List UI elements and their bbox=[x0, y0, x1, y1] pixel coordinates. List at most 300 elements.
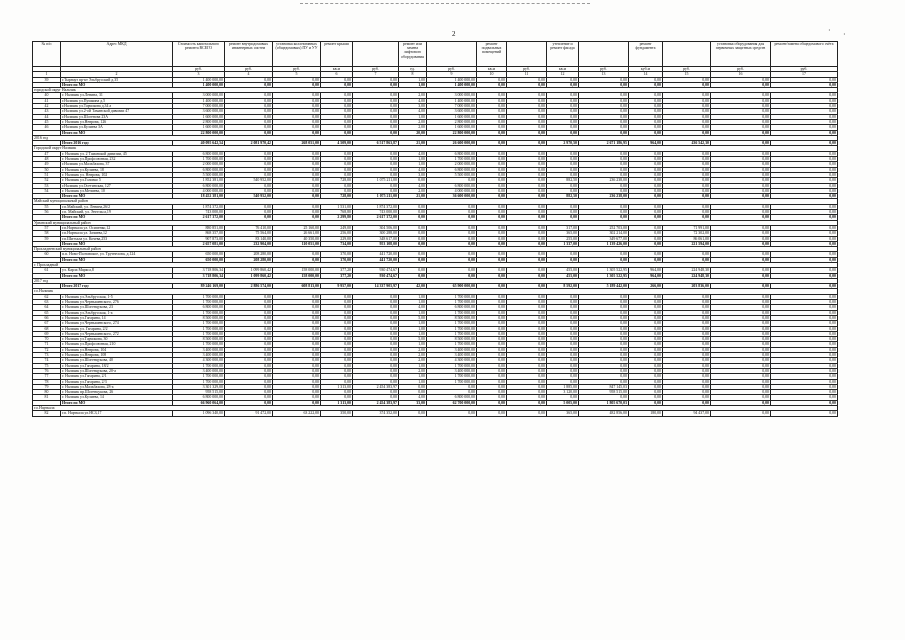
table-cell: 847 145,03 bbox=[579, 384, 629, 389]
table-cell: 0,00 bbox=[507, 210, 547, 215]
table-cell: 0,00 bbox=[477, 257, 507, 262]
table-cell: 54 bbox=[33, 188, 61, 193]
table-cell: 0,00 bbox=[225, 98, 273, 103]
table-cell: 6 800 000,00 bbox=[173, 183, 225, 188]
table-cell: 374 352,00 bbox=[353, 411, 399, 416]
table-cell: 1 852 381,00 bbox=[173, 178, 225, 183]
table-cell: 3 600 000,00 bbox=[173, 109, 225, 114]
table-cell: 71 bbox=[33, 342, 61, 347]
table-cell: 3 400 000,00 bbox=[173, 353, 225, 358]
table-cell: 26 661,00 bbox=[273, 231, 321, 236]
table-cell: 6 800 000,00 bbox=[173, 395, 225, 400]
table-cell: 1 700 000,00 bbox=[173, 374, 225, 379]
table-cell: 0,00 bbox=[321, 300, 353, 305]
table-cell: 0,00 bbox=[547, 395, 579, 400]
table-cell: 0,00 bbox=[579, 98, 629, 103]
table-cell: 0,00 bbox=[771, 294, 838, 299]
table-cell: 0,00 bbox=[629, 194, 663, 199]
table-cell: 0,00 bbox=[507, 310, 547, 315]
table-cell: 65 bbox=[33, 310, 61, 315]
table-cell: Итого 2017 год: bbox=[61, 284, 173, 289]
table-cell: 0,00 bbox=[629, 347, 663, 352]
table-cell: 0,00 bbox=[477, 252, 507, 257]
table-cell: г. Нальчик ул.Головко 5 bbox=[61, 178, 173, 183]
table-cell: 7 000 000,00 bbox=[173, 104, 225, 109]
table-cell: 224 948,30 bbox=[663, 268, 711, 273]
table-cell: 0,00 bbox=[547, 315, 579, 320]
table-cell: 8 500 000,00 bbox=[427, 315, 477, 320]
table-cell: 0,00 bbox=[579, 342, 629, 347]
table-cell: 0,00 bbox=[477, 178, 507, 183]
table-cell: 370,00 bbox=[321, 257, 353, 262]
table-cell: 0,00 bbox=[507, 204, 547, 209]
table-cell: 0,00 bbox=[771, 300, 838, 305]
table-cell: 0,00 bbox=[507, 77, 547, 82]
table-cell: 3 600 000,00 bbox=[427, 109, 477, 114]
table-cell: 0,00 bbox=[321, 390, 353, 395]
table-cell: 0,00 bbox=[629, 162, 663, 167]
table-cell: 0,00 bbox=[353, 390, 399, 395]
table-cell: 768,80 bbox=[321, 210, 353, 215]
table-cell: Стоимость капитального ремонта ВСЕГО bbox=[173, 42, 225, 67]
table-cell: 0,00 bbox=[353, 305, 399, 310]
table-cell: № п/п bbox=[33, 42, 61, 67]
table-cell: 482 856,00 bbox=[579, 411, 629, 416]
table-cell: 0,00 bbox=[477, 204, 507, 209]
table-cell: 0,00 bbox=[629, 204, 663, 209]
table-cell: 0,00 bbox=[399, 390, 427, 395]
table-cell: 0,00 bbox=[399, 411, 427, 416]
table-cell: 0,00 bbox=[579, 77, 629, 82]
table-cell: 0,00 bbox=[771, 395, 838, 400]
table-cell: 0,00 bbox=[321, 162, 353, 167]
table-cell: 180,00 bbox=[629, 411, 663, 416]
table-cell: п.п. Ново-Полтавское, ул. Трутнелова, д.124 bbox=[61, 252, 173, 257]
table-cell: 0,00 bbox=[507, 188, 547, 193]
table-cell: 0,00 bbox=[225, 104, 273, 109]
table-cell: 0,00 bbox=[663, 178, 711, 183]
table-cell: 1 531,00 bbox=[321, 204, 353, 209]
table-cell: 0,00 bbox=[427, 236, 477, 241]
table-cell: 73 bbox=[33, 353, 61, 358]
table-cell: 83 140,00 bbox=[225, 236, 273, 241]
table-cell: 540 952,00 bbox=[225, 194, 273, 199]
table-cell: 0,00 bbox=[507, 326, 547, 331]
table-cell: 0,00 bbox=[477, 284, 507, 289]
table-cell: 3,00 bbox=[399, 172, 427, 177]
table-cell: 6 517 863,87 bbox=[353, 141, 399, 146]
table-cell: 94 437,00 bbox=[663, 411, 711, 416]
table-cell: 0,00 bbox=[629, 172, 663, 177]
table-cell: 0,00 bbox=[507, 390, 547, 395]
table-cell: 0,00 bbox=[547, 109, 579, 114]
table-cell: 964,00 bbox=[629, 273, 663, 278]
table-cell: 0,00 bbox=[321, 374, 353, 379]
table-cell: 0,00 bbox=[353, 77, 399, 82]
table-cell: ремонт/замена общедомового счёта bbox=[771, 42, 838, 67]
table-cell: 4,00 bbox=[399, 151, 427, 156]
table-cell: 1 700 000,00 bbox=[173, 331, 225, 336]
table-cell: 0,00 bbox=[663, 204, 711, 209]
table-cell: 3,00 bbox=[399, 104, 427, 109]
table-cell: 8 500 000,00 bbox=[173, 315, 225, 320]
table-cell: 0,00 bbox=[353, 114, 399, 119]
table-cell: 0,00 bbox=[711, 305, 771, 310]
table-cell: 728,00 bbox=[321, 194, 353, 199]
table-cell: 1 874 372,00 bbox=[173, 204, 225, 209]
table-cell: 0,00 bbox=[547, 337, 579, 342]
table-cell: 365,00 bbox=[547, 231, 579, 236]
table-cell: 0,00 bbox=[353, 395, 399, 400]
table-cell: 0,00 bbox=[273, 125, 321, 130]
table-cell: 2 454 383,97 bbox=[353, 384, 399, 389]
table-cell: 0,00 bbox=[547, 93, 579, 98]
table-cell: 4,00 bbox=[399, 167, 427, 172]
table-cell: 0,00 bbox=[663, 125, 711, 130]
table-cell: 0,00 bbox=[321, 130, 353, 135]
table-cell: г.Нальчик ул.Мальбахова, 37 bbox=[61, 162, 173, 167]
table-cell: 1 700 000,00 bbox=[427, 374, 477, 379]
table-cell: 0,00 bbox=[547, 162, 579, 167]
table-cell: 0,00 bbox=[477, 162, 507, 167]
table-cell: 0,00 bbox=[579, 337, 629, 342]
table-cell: 76 410,00 bbox=[225, 225, 273, 230]
table-cell: 62 700 000,00 bbox=[427, 400, 477, 405]
table-cell: 42 bbox=[33, 104, 61, 109]
table-cell: г. Нальчик ул.Гагарина, 2/1 bbox=[61, 374, 173, 379]
table-cell: 0,00 bbox=[629, 157, 663, 162]
table-cell: 0,00 bbox=[711, 268, 771, 273]
table-cell: руб. bbox=[711, 67, 771, 72]
table-cell: 0,00 bbox=[579, 374, 629, 379]
table-cell: 7 bbox=[353, 72, 399, 77]
table-cell: 0,00 bbox=[547, 342, 579, 347]
table-cell: г.п. Нарткала ул.НСЗ,17 bbox=[61, 411, 173, 416]
table-cell: 0,00 bbox=[477, 114, 507, 119]
table-cell: 0,00 bbox=[711, 241, 771, 246]
table-cell: 48 bbox=[33, 157, 61, 162]
table-cell: 0,00 bbox=[629, 342, 663, 347]
table-cell: 75 564,00 bbox=[225, 231, 273, 236]
table-cell: 0,00 bbox=[225, 109, 273, 114]
table-cell: 0,00 bbox=[225, 390, 273, 395]
table-cell: 0,00 bbox=[321, 93, 353, 98]
table-cell: 0,00 bbox=[399, 268, 427, 273]
table-cell: 0,00 bbox=[273, 210, 321, 215]
table-cell: 0,00 bbox=[273, 114, 321, 119]
table-cell: 0,00 bbox=[353, 326, 399, 331]
table-cell: 0,00 bbox=[547, 252, 579, 257]
table-cell: 0,00 bbox=[663, 172, 711, 177]
table-cell: ул. Карла Маркса,8 bbox=[61, 268, 173, 273]
table-cell: 0,00 bbox=[273, 368, 321, 373]
table-cell: 6 800 000,00 bbox=[173, 167, 225, 172]
table-cell: 0,00 bbox=[629, 109, 663, 114]
table-cell: 0,00 bbox=[663, 368, 711, 373]
table-cell: 953 108,00 bbox=[353, 241, 399, 246]
table-cell: г.Тырнауз пр-кт Эльбрусский д.35 bbox=[61, 77, 173, 82]
table-cell: 0,00 bbox=[225, 162, 273, 167]
section-title: городской округ Нальчик bbox=[33, 88, 838, 93]
table-cell: 0,00 bbox=[663, 363, 711, 368]
table-cell: 0,00 bbox=[771, 130, 838, 135]
table-cell: 0,00 bbox=[663, 305, 711, 310]
table-cell: 0,00 bbox=[547, 77, 579, 82]
table-cell: 880 851,00 bbox=[173, 225, 225, 230]
table-cell: 0,00 bbox=[629, 257, 663, 262]
table-cell: 0,00 bbox=[771, 347, 838, 352]
table-cell: 0,00 bbox=[507, 167, 547, 172]
table-cell: 0,00 bbox=[225, 374, 273, 379]
table-cell: 49 bbox=[33, 162, 61, 167]
table-cell: 0,00 bbox=[477, 347, 507, 352]
table-cell: 22 800 000,00 bbox=[427, 130, 477, 135]
table-cell: руб. bbox=[353, 67, 399, 72]
table-cell: 1 099 860,42 bbox=[225, 273, 273, 278]
table-cell: 44 bbox=[33, 114, 61, 119]
table-cell: 0,00 bbox=[225, 384, 273, 389]
table-cell: 208 280,00 bbox=[225, 252, 273, 257]
table-cell: Итого по МО bbox=[61, 215, 173, 220]
table-cell: 72 bbox=[33, 347, 61, 352]
table-cell: 0,00 bbox=[273, 104, 321, 109]
table-cell: 3 000 000,00 bbox=[427, 93, 477, 98]
table-cell: 349 677,00 bbox=[579, 236, 629, 241]
table-cell: ремонт фундамента bbox=[629, 42, 663, 67]
table-cell: 0,00 bbox=[507, 178, 547, 183]
table-cell: г.п.Шитхала ул. Кочева,253 bbox=[61, 236, 173, 241]
table-cell: Адрес МКД bbox=[61, 42, 173, 67]
table-cell: 0,00 bbox=[629, 400, 663, 405]
table-cell: 0,00 bbox=[225, 82, 273, 87]
table-cell: 1 400 000,00 bbox=[427, 98, 477, 103]
table-cell: Итого по МО bbox=[61, 400, 173, 405]
table-cell: 0,00 bbox=[273, 109, 321, 114]
table-cell: руб. bbox=[173, 67, 225, 72]
table-cell: 69 bbox=[33, 331, 61, 336]
table-cell: 0,00 bbox=[771, 379, 838, 384]
table-cell: Итого по МО bbox=[61, 241, 173, 246]
table-cell: 0,00 bbox=[507, 104, 547, 109]
table-cell: 0,00 bbox=[579, 315, 629, 320]
table-cell: 4,00 bbox=[399, 305, 427, 310]
table-cell: 0,00 bbox=[629, 395, 663, 400]
table-cell: 0,00 bbox=[711, 151, 771, 156]
table-cell: 0,00 bbox=[663, 310, 711, 315]
table-cell: 15 bbox=[663, 72, 711, 77]
table-cell: 79 bbox=[33, 384, 61, 389]
table-cell: 0,00 bbox=[711, 178, 771, 183]
table-cell: 0,00 bbox=[507, 82, 547, 87]
table-cell: 0,00 bbox=[321, 125, 353, 130]
table-cell: Итого по МО bbox=[61, 257, 173, 262]
table-cell: 0,00 bbox=[579, 157, 629, 162]
table-cell: 66 bbox=[33, 315, 61, 320]
table-cell: 16 bbox=[711, 72, 771, 77]
table-cell: 0,00 bbox=[273, 315, 321, 320]
table-cell: 1 700 000,00 bbox=[173, 326, 225, 331]
table-cell: 0,00 bbox=[771, 241, 838, 246]
table-cell: ремонт или замена лифтового оборудования bbox=[399, 42, 427, 67]
table-cell: 1 400 000,00 bbox=[173, 98, 225, 103]
table-cell: 0,00 bbox=[629, 114, 663, 119]
table-cell: 0,00 bbox=[225, 337, 273, 342]
table-cell: 0,00 bbox=[477, 183, 507, 188]
table-cell: 0,00 bbox=[663, 77, 711, 82]
table-cell: 540 952,00 bbox=[225, 178, 273, 183]
table-cell: 0,00 bbox=[507, 337, 547, 342]
table-cell: 377,20 bbox=[321, 273, 353, 278]
table-cell: 0,00 bbox=[225, 326, 273, 331]
table-cell: г.Нальчик ул.Тарчокова д.34 а bbox=[61, 104, 173, 109]
table-cell: 0,00 bbox=[547, 98, 579, 103]
table-cell: 0,00 bbox=[353, 342, 399, 347]
table-cell: 0,00 bbox=[507, 130, 547, 135]
table-cell: 0,00 bbox=[507, 342, 547, 347]
table-cell: 2,00 bbox=[399, 347, 427, 352]
table-cell: 0,00 bbox=[711, 236, 771, 241]
table-cell: г. Нальчик ул.Гагарина, 18/2 bbox=[61, 363, 173, 368]
table-cell: 40 350,00 bbox=[273, 236, 321, 241]
table-cell: 0,00 bbox=[771, 141, 838, 146]
table-cell: 0,00 bbox=[477, 342, 507, 347]
table-cell: 0,00 bbox=[663, 82, 711, 87]
table-cell: 0,00 bbox=[629, 77, 663, 82]
table-cell: 6 800 000,00 bbox=[173, 305, 225, 310]
table-cell: 0,00 bbox=[547, 114, 579, 119]
table-cell: 0,00 bbox=[507, 162, 547, 167]
table-cell: 0,00 bbox=[711, 82, 771, 87]
table-cell: 41 bbox=[33, 98, 61, 103]
table-cell: 0,00 bbox=[629, 183, 663, 188]
table-cell: 8 592,00 bbox=[547, 284, 579, 289]
table-cell: 1 400 000,00 bbox=[427, 82, 477, 87]
table-cell: г. Нальчик ул.Гагарина, 14 bbox=[61, 315, 173, 320]
table-cell: 0,00 bbox=[273, 326, 321, 331]
table-cell: 4 bbox=[225, 72, 273, 77]
table-cell: 0,00 bbox=[711, 77, 771, 82]
table-cell: 377,20 bbox=[321, 268, 353, 273]
table-cell: 3 bbox=[173, 72, 225, 77]
table-cell: 0,00 bbox=[579, 162, 629, 167]
table-cell: 1 600 000,00 bbox=[173, 114, 225, 119]
table-cell: 7 000 000,00 bbox=[427, 104, 477, 109]
table-cell: 21,00 bbox=[399, 194, 427, 199]
table-cell: 22 800 000,00 bbox=[173, 130, 225, 135]
table-cell: 0,00 bbox=[771, 157, 838, 162]
table-cell: 0,00 bbox=[629, 125, 663, 130]
table-cell: 0,00 bbox=[711, 98, 771, 103]
table-cell: 0,00 bbox=[711, 93, 771, 98]
table-cell: 1 600 000,00 bbox=[173, 125, 225, 130]
table-cell: 0,00 bbox=[579, 104, 629, 109]
table-cell: 0,00 bbox=[663, 210, 711, 215]
table-cell: 6 800 000,00 bbox=[427, 305, 477, 310]
table-cell: 0,00 bbox=[321, 315, 353, 320]
table-cell: 0,00 bbox=[353, 347, 399, 352]
table-cell: 0,00 bbox=[579, 353, 629, 358]
table-cell: 0,00 bbox=[321, 310, 353, 315]
table-cell: 0,00 bbox=[225, 157, 273, 162]
table-cell: 0,00 bbox=[663, 157, 711, 162]
table-cell: 0,00 bbox=[663, 390, 711, 395]
table-cell: 56 bbox=[33, 210, 61, 215]
table-cell: 0,00 bbox=[771, 109, 838, 114]
table-cell: 1,00 bbox=[399, 300, 427, 305]
table-cell: 0,00 bbox=[629, 368, 663, 373]
table-cell: 71 991,00 bbox=[663, 225, 711, 230]
table-cell: 0,00 bbox=[771, 358, 838, 363]
table-cell: 0,00 bbox=[547, 347, 579, 352]
table-cell: 0,00 bbox=[225, 183, 273, 188]
table-cell: 0,00 bbox=[711, 315, 771, 320]
table-cell: 21,00 bbox=[399, 141, 427, 146]
table-cell: 0,00 bbox=[507, 215, 547, 220]
table-cell: г.Нальчик ул.Пушкина д.5 bbox=[61, 98, 173, 103]
table-cell: 0,00 bbox=[771, 114, 838, 119]
table-cell: 0,00 bbox=[663, 347, 711, 352]
table-cell: 0,00 bbox=[273, 151, 321, 156]
table-cell: ед. bbox=[399, 67, 427, 72]
table-cell: 0,00 bbox=[399, 273, 427, 278]
table-cell: 0,00 bbox=[663, 257, 711, 262]
table-cell: 0,00 bbox=[507, 194, 547, 199]
section-title: г.о.Нарткала bbox=[33, 406, 838, 411]
table-cell: 0,00 bbox=[273, 194, 321, 199]
table-cell: 2,00 bbox=[399, 368, 427, 373]
table-cell: 0,00 bbox=[771, 268, 838, 273]
table-cell: 63 bbox=[33, 300, 61, 305]
table-cell: 0,00 bbox=[771, 342, 838, 347]
table-cell: 0,00 bbox=[711, 321, 771, 326]
table-cell: 0,00 bbox=[225, 368, 273, 373]
table-cell: 0,00 bbox=[629, 337, 663, 342]
table-cell: 268 051,00 bbox=[273, 141, 321, 146]
table-cell: 0,00 bbox=[273, 305, 321, 310]
table-cell: 1 700 000,00 bbox=[427, 326, 477, 331]
table-cell: 0,00 bbox=[629, 331, 663, 336]
table-cell: 0,00 bbox=[579, 204, 629, 209]
table-cell: 158 000,00 bbox=[273, 273, 321, 278]
table-cell: 0,00 bbox=[273, 77, 321, 82]
table-cell: 0,00 bbox=[711, 252, 771, 257]
table-cell: 0,00 bbox=[771, 257, 838, 262]
table-cell: 0,00 bbox=[711, 157, 771, 162]
table-cell: 0,00 bbox=[273, 358, 321, 363]
table-cell: 0,00 bbox=[477, 374, 507, 379]
table-cell: 0,00 bbox=[477, 236, 507, 241]
table-cell: 0,00 bbox=[507, 315, 547, 320]
table-cell: 61 bbox=[33, 268, 61, 273]
table-cell: 40 bbox=[33, 93, 61, 98]
table-cell: 743 000,00 bbox=[353, 210, 399, 215]
table-cell: 0,00 bbox=[771, 310, 838, 315]
table-cell: 1,00 bbox=[399, 162, 427, 167]
table-cell: 0,00 bbox=[629, 188, 663, 193]
table-cell: 0,00 bbox=[711, 119, 771, 124]
table-cell: 0,00 bbox=[711, 215, 771, 220]
table-cell: 0,00 bbox=[507, 305, 547, 310]
table-cell: 0,00 bbox=[771, 368, 838, 373]
table-cell: 77 bbox=[33, 374, 61, 379]
table-cell: 0,00 bbox=[547, 130, 579, 135]
table-cell: 0,00 bbox=[507, 183, 547, 188]
table-cell: 0,00 bbox=[507, 109, 547, 114]
table-cell: 930 474,67 bbox=[353, 273, 399, 278]
table-cell: 0,00 bbox=[353, 331, 399, 336]
table-cell: 0,00 bbox=[663, 353, 711, 358]
table-cell: 249,00 bbox=[321, 225, 353, 230]
